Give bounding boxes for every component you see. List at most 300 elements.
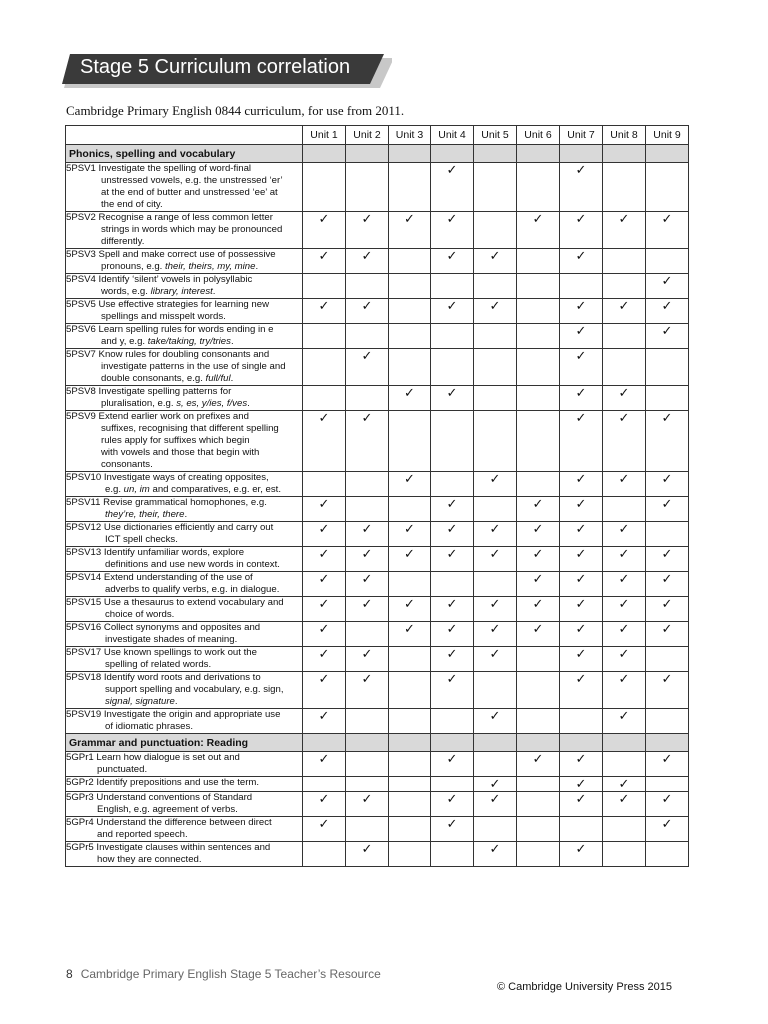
empty-cell [517,299,560,324]
check-icon: ✓ [661,791,673,806]
empty-cell [517,777,560,792]
check-icon: ✓ [618,385,630,400]
empty-cell [389,777,431,792]
empty-cell [517,709,560,734]
objective-text-line: with vowels and those that begin with [101,447,260,458]
empty-cell [603,497,646,522]
table-row [66,349,689,386]
check-mark-cell [346,597,389,622]
objective-text-line: consonants. [101,459,153,470]
empty-cell [303,163,346,212]
check-icon: ✓ [575,791,587,806]
check-icon: ✓ [532,596,544,611]
check-mark-cell [517,212,560,249]
check-icon: ✓ [318,410,330,425]
empty-cell [389,752,431,777]
check-icon: ✓ [661,211,673,226]
check-icon: ✓ [318,521,330,536]
check-icon: ✓ [661,298,673,313]
check-mark-cell [603,572,646,597]
objective-text-line: pluralisation, e.g. s, es, y/ies, f/ves. [101,398,250,409]
table-row [66,572,689,597]
empty-cell [603,163,646,212]
check-icon: ✓ [361,546,373,561]
objective-cell [66,163,303,212]
check-mark-cell [560,547,603,572]
section-blank-cell [431,734,474,752]
table-row [66,497,689,522]
check-mark-cell [560,672,603,709]
empty-cell [646,163,689,212]
objective-code: 5PSV1 [66,163,96,174]
empty-cell [646,842,689,867]
check-icon: ✓ [318,496,330,511]
empty-cell [346,817,389,842]
objective-text-line: strings in words which may be pronounced [101,224,283,235]
check-mark-cell [346,522,389,547]
empty-cell [346,709,389,734]
section-title: Grammar and punctuation: Reading [66,734,303,752]
objective-code: 5PSV5 [66,299,96,310]
objective-text-line: Understand conventions of Standard [96,792,253,803]
empty-cell [474,163,517,212]
check-mark-cell [517,497,560,522]
section-blank-cell [346,145,389,163]
empty-cell [603,324,646,349]
unit-header: Unit 2 [346,126,389,145]
table-row [66,752,689,777]
check-mark-cell [646,299,689,324]
empty-cell [389,709,431,734]
unit-header: Unit 1 [303,126,346,145]
objective-cell [66,324,303,349]
objective-cell [66,752,303,777]
objective-cell [66,622,303,647]
check-icon: ✓ [446,596,458,611]
empty-cell [346,497,389,522]
objective-text-line: Investigate the origin and appropriate use [103,709,281,720]
check-icon: ✓ [361,571,373,586]
empty-cell [603,752,646,777]
check-mark-cell [303,647,346,672]
empty-cell [646,647,689,672]
check-icon: ✓ [318,621,330,636]
check-icon: ✓ [618,708,630,723]
objective-code: 5GPr3 [66,792,94,803]
check-icon: ✓ [532,546,544,561]
check-mark-cell [431,249,474,274]
check-icon: ✓ [318,546,330,561]
check-icon: ✓ [404,546,415,561]
empty-cell [474,411,517,472]
check-mark-cell [346,547,389,572]
table-row [66,817,689,842]
check-mark-cell [303,709,346,734]
empty-cell [431,709,474,734]
objective-code: 5PSV15 [66,597,102,608]
objective-text-line: Revise grammatical homophones, e.g. [103,497,267,508]
objective-text-line: Extend understanding of the use of [103,572,253,583]
check-mark-cell [303,622,346,647]
check-icon: ✓ [575,521,587,536]
objective-text-line: Understand the difference between direct [96,817,272,828]
objective-cell [66,777,303,792]
unit-header: Unit 5 [474,126,517,145]
check-icon: ✓ [618,546,630,561]
objective-text-line: words, e.g. library, interest. [101,286,216,297]
check-mark-cell [560,249,603,274]
check-mark-cell [474,777,517,792]
objective-text-line: differently. [101,236,145,247]
check-mark-cell [603,622,646,647]
check-icon: ✓ [318,298,330,313]
correlation-table [65,125,689,867]
check-mark-cell [389,547,431,572]
check-mark-cell [474,622,517,647]
check-mark-cell [646,497,689,522]
empty-cell [646,249,689,274]
empty-cell [646,709,689,734]
check-icon: ✓ [575,410,587,425]
check-icon: ✓ [661,816,673,831]
empty-cell [389,411,431,472]
empty-cell [474,324,517,349]
check-mark-cell [603,672,646,709]
check-icon: ✓ [446,385,458,400]
objective-text-line: Collect synonyms and opposites and [103,622,261,633]
check-mark-cell [517,572,560,597]
check-mark-cell [431,547,474,572]
objective-code: 5PSV18 [66,672,102,683]
check-icon: ✓ [446,211,458,226]
check-mark-cell [474,792,517,817]
check-icon: ✓ [446,751,458,766]
check-icon: ✓ [661,546,673,561]
objective-text-line: Use known spellings to work out the [103,647,257,658]
check-mark-cell [603,792,646,817]
section-header-row [66,734,689,752]
empty-cell [474,349,517,386]
check-mark-cell [646,672,689,709]
table-body [66,145,689,867]
check-mark-cell [474,597,517,622]
empty-cell [303,324,346,349]
check-mark-cell [560,752,603,777]
check-mark-cell [560,842,603,867]
empty-cell [346,622,389,647]
check-icon: ✓ [318,571,330,586]
section-title: Phonics, spelling and vocabulary [66,145,303,163]
objective-text-line: English, e.g. agreement of verbs. [97,804,238,815]
check-icon: ✓ [489,621,501,636]
check-icon: ✓ [446,546,458,561]
objective-text-line: pronouns, e.g. their, theirs, my, mine. [101,261,259,272]
objective-cell [66,709,303,734]
empty-cell [389,817,431,842]
check-icon: ✓ [618,211,630,226]
check-icon: ✓ [489,708,501,723]
objective-text-line: Learn spelling rules for words ending in e [98,324,274,335]
section-blank-cell [603,145,646,163]
check-mark-cell [303,817,346,842]
empty-cell [389,572,431,597]
check-icon: ✓ [361,841,373,856]
empty-cell [560,274,603,299]
table-row [66,212,689,249]
objective-text-line: at the end of butter and unstressed ‘ee’ at [101,187,278,198]
empty-cell [560,817,603,842]
check-icon: ✓ [404,596,415,611]
check-icon: ✓ [446,248,458,263]
objective-text-line: Use effective strategies for learning new [98,299,270,310]
check-icon: ✓ [575,776,587,791]
check-icon: ✓ [489,841,501,856]
objective-cell [66,497,303,522]
check-icon: ✓ [361,298,373,313]
empty-cell [474,212,517,249]
section-blank-cell [560,145,603,163]
empty-cell [303,349,346,386]
table-row [66,672,689,709]
check-icon: ✓ [446,496,458,511]
check-icon: ✓ [618,410,630,425]
objective-text-line: the end of city. [101,199,163,210]
empty-cell [603,349,646,386]
check-mark-cell [646,472,689,497]
objective-text-line: double consonants, e.g. full/ful. [101,373,234,384]
check-icon: ✓ [618,471,630,486]
empty-cell [389,299,431,324]
empty-cell [431,274,474,299]
objective-text-line: Identify unfamiliar words, explore [103,547,245,558]
check-icon: ✓ [575,248,587,263]
check-icon: ✓ [575,751,587,766]
empty-cell [431,349,474,386]
empty-cell [346,386,389,411]
objective-cell [66,299,303,324]
objective-text-line: adverbs to qualify verbs, e.g. in dialogue. [105,584,280,595]
check-mark-cell [603,547,646,572]
check-mark-cell [646,817,689,842]
check-mark-cell [389,386,431,411]
check-icon: ✓ [318,248,330,263]
check-icon: ✓ [575,298,587,313]
check-icon: ✓ [489,776,501,791]
table-row [66,547,689,572]
empty-cell [517,163,560,212]
objective-text-line: unstressed vowels, e.g. the unstressed ‘er’ [101,175,283,186]
unit-header: Unit 8 [603,126,646,145]
check-icon: ✓ [446,162,458,177]
empty-cell [431,572,474,597]
copyright: © Cambridge University Press 2015 [497,981,673,993]
check-mark-cell [303,752,346,777]
check-mark-cell [346,212,389,249]
objective-text-line: Investigate ways of creating opposites, [103,472,269,483]
table-row [66,299,689,324]
check-mark-cell [303,299,346,324]
check-mark-cell [560,497,603,522]
check-icon: ✓ [361,248,373,263]
objective-code: 5PSV10 [66,472,102,483]
empty-cell [303,472,346,497]
objective-text-line: choice of words. [105,609,175,620]
objective-text-line: definitions and use new words in context. [105,559,280,570]
objective-text-line: Identify prepositions and use the term. [96,777,260,788]
check-mark-cell [517,622,560,647]
check-mark-cell [560,411,603,472]
objective-text-line: Know rules for doubling consonants and [98,349,270,360]
check-icon: ✓ [575,323,587,338]
header-banner [62,52,392,90]
check-icon: ✓ [575,646,587,661]
check-icon: ✓ [489,596,501,611]
empty-cell [303,386,346,411]
empty-cell [389,163,431,212]
check-icon: ✓ [318,211,330,226]
check-mark-cell [303,597,346,622]
table-row [66,597,689,622]
table-row [66,777,689,792]
check-mark-cell [646,597,689,622]
objective-text-line: Investigate the spelling of word-final [98,163,252,174]
objective-cell [66,274,303,299]
unit-header: Unit 4 [431,126,474,145]
empty-cell [517,324,560,349]
check-icon: ✓ [446,621,458,636]
empty-cell [474,497,517,522]
check-mark-cell [474,842,517,867]
check-icon: ✓ [575,385,587,400]
check-icon: ✓ [489,471,501,486]
check-mark-cell [646,622,689,647]
empty-cell [603,249,646,274]
empty-cell [303,274,346,299]
unit-header: Unit 7 [560,126,603,145]
section-blank-cell [646,145,689,163]
check-icon: ✓ [489,646,501,661]
table-row [66,842,689,867]
check-icon: ✓ [618,571,630,586]
empty-cell [646,777,689,792]
objective-cell [66,647,303,672]
check-mark-cell [346,842,389,867]
check-mark-cell [560,622,603,647]
section-blank-cell [303,734,346,752]
check-mark-cell [431,817,474,842]
check-mark-cell [389,212,431,249]
check-icon: ✓ [404,211,415,226]
check-mark-cell [603,597,646,622]
check-icon: ✓ [618,521,630,536]
objective-code: 5PSV14 [66,572,102,583]
empty-cell [517,672,560,709]
check-mark-cell [346,572,389,597]
check-mark-cell [603,299,646,324]
check-mark-cell [560,792,603,817]
check-mark-cell [603,777,646,792]
check-mark-cell [603,522,646,547]
empty-cell [517,792,560,817]
empty-cell [603,817,646,842]
check-mark-cell [431,647,474,672]
check-icon: ✓ [446,521,458,536]
objective-text-line: how they are connected. [97,854,202,865]
table-row [66,522,689,547]
empty-cell [517,842,560,867]
empty-cell [431,324,474,349]
objective-text-line: Investigate spelling patterns for [98,386,232,397]
empty-cell [603,842,646,867]
check-mark-cell [346,299,389,324]
empty-cell [389,249,431,274]
check-icon: ✓ [361,671,373,686]
section-blank-cell [431,145,474,163]
objective-text-line: they’re, their, there. [105,509,188,520]
objective-text-line: Extend earlier work on prefixes and [98,411,249,422]
empty-cell [474,274,517,299]
empty-cell [603,274,646,299]
check-icon: ✓ [446,671,458,686]
check-icon: ✓ [661,496,673,511]
check-icon: ✓ [361,410,373,425]
check-icon: ✓ [446,816,458,831]
check-icon: ✓ [575,596,587,611]
check-mark-cell [560,349,603,386]
check-mark-cell [303,522,346,547]
check-mark-cell [646,547,689,572]
check-mark-cell [303,249,346,274]
section-blank-cell [560,734,603,752]
check-mark-cell [474,647,517,672]
objective-code: 5PSV6 [66,324,96,335]
objective-code: 5PSV16 [66,622,102,633]
objective-code: 5PSV12 [66,522,102,533]
objective-cell [66,522,303,547]
check-icon: ✓ [532,571,544,586]
check-mark-cell [603,709,646,734]
objective-text-line: support spelling and vocabulary, e.g. sign, [105,684,284,695]
header-blank-cell [66,126,303,145]
check-mark-cell [646,274,689,299]
table-row [66,792,689,817]
empty-cell [346,777,389,792]
objective-text-line: spellings and misspelt words. [101,311,226,322]
check-mark-cell [560,163,603,212]
objective-text-line: Spell and make correct use of possessive [98,249,276,260]
check-icon: ✓ [318,646,330,661]
section-blank-cell [389,145,431,163]
empty-cell [560,709,603,734]
objective-text-line: investigate shades of meaning. [105,634,238,645]
check-icon: ✓ [618,791,630,806]
check-mark-cell [560,212,603,249]
check-icon: ✓ [575,162,587,177]
check-mark-cell [431,522,474,547]
empty-cell [346,752,389,777]
check-icon: ✓ [618,776,630,791]
check-icon: ✓ [575,571,587,586]
check-mark-cell [346,249,389,274]
check-mark-cell [431,299,474,324]
empty-cell [303,842,346,867]
check-icon: ✓ [618,298,630,313]
objective-code: 5PSV19 [66,709,102,720]
objective-cell [66,792,303,817]
objective-text-line: Use dictionaries efficiently and carry out [103,522,274,533]
empty-cell [346,472,389,497]
check-mark-cell [603,212,646,249]
